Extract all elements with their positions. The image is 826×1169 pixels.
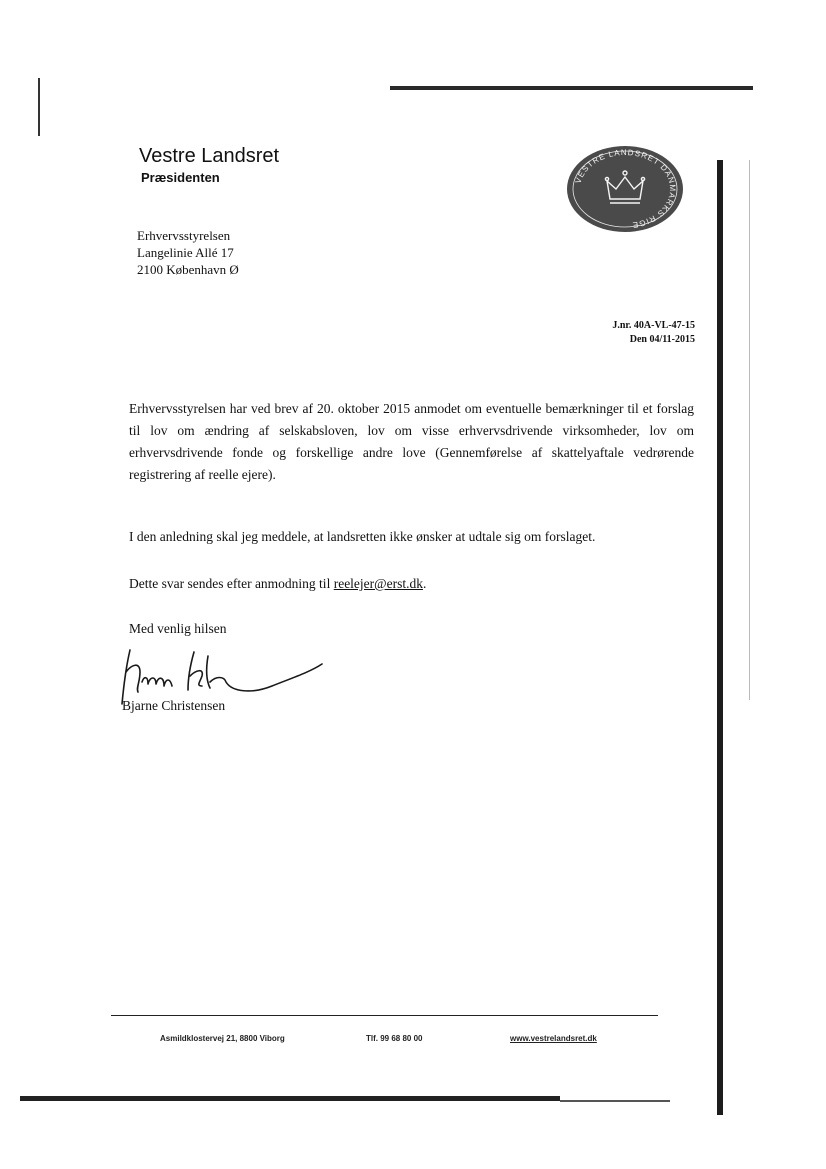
scan-edge-bottom (20, 1096, 560, 1101)
court-seal (566, 145, 684, 233)
footer-website-link[interactable]: www.vestrelandsret.dk (510, 1034, 597, 1043)
scan-edge-right-thin (749, 160, 750, 700)
footer-divider (111, 1015, 658, 1016)
journal-number: J.nr. 40A-VL-47-15 (612, 320, 695, 331)
court-subtitle: Præsidenten (141, 170, 220, 185)
signer-name: Bjarne Christensen (122, 698, 226, 713)
email-link[interactable]: reelejer@erst.dk (333, 576, 423, 591)
court-name: Vestre Landsret (139, 145, 280, 167)
body-paragraph-1: Erhvervsstyrelsen har ved brev af 20. oktober 2015 anmodet om eventuelle bemærkninger til et forslag til lov om ændring af selskabsloven, lov om visse erhvervsdrivende virksomheder, lov om erhvervsdrivende fonde og forskellige andre love (Gennemførelse af skattelyaftale vedrørende registrering af reelle ejere). (129, 401, 694, 482)
footer-address: Asmildklostervej 21, 8800 Viborg (160, 1034, 285, 1043)
letter-date: Den 04/11-2015 (629, 334, 695, 345)
closing-greeting: Med venlig hilsen (129, 621, 227, 636)
body-paragraph-2: I den anledning skal jeg meddele, at landsretten ikke ønsker at udtale sig om forslaget. (129, 529, 596, 544)
scan-edge-top (390, 86, 753, 90)
scan-edge-right (717, 160, 723, 1115)
recipient-city: 2100 København Ø (137, 262, 239, 277)
seal-text: VESTRE LANDSRET DANMARKS RIGE (573, 147, 678, 230)
footer-phone: Tlf. 99 68 80 00 (366, 1034, 423, 1043)
para3-suffix: . (422, 576, 427, 591)
recipient-street: Langelinie Allé 17 (137, 245, 234, 260)
scan-edge-left (38, 78, 40, 136)
para3-prefix: Dette svar sendes efter anmodning til (129, 576, 334, 591)
recipient-name: Erhvervsstyrelsen (137, 228, 231, 243)
body-paragraph-3 (129, 573, 694, 595)
scan-edge-bottom-tail (560, 1100, 670, 1102)
